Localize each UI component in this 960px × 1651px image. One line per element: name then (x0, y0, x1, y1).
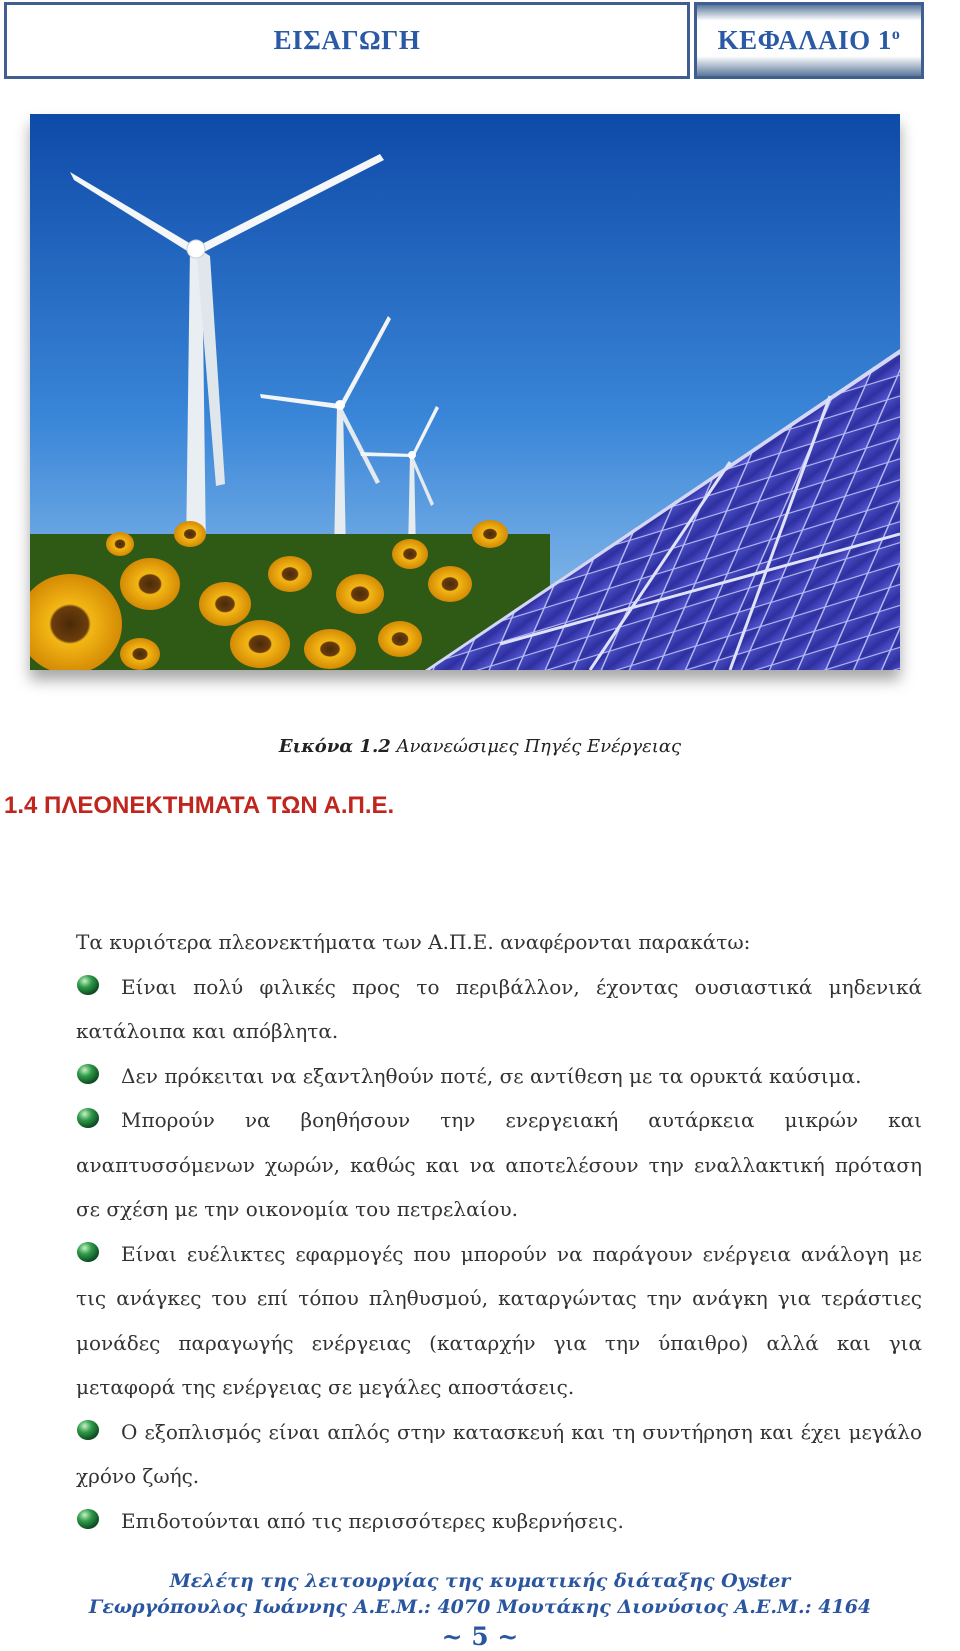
footer-authors: Γεωργόπουλος Ιωάννης Α.Ε.Μ.: 4070 Μουτάκης Διονύσιος Α.Ε.Μ.: 4164 (88, 1596, 872, 1618)
renewable-energy-photo (30, 114, 900, 670)
list-item (76, 1410, 922, 1499)
header-section-box (4, 2, 690, 79)
list-item (76, 1499, 922, 1544)
figure-caption (0, 736, 960, 757)
header-section-title: ΕΙΣΑΓΩΓΗ (273, 25, 421, 55)
list-item-text: Επιδοτούνται από τις περισσότερες κυβερνήσεις. (121, 1508, 624, 1533)
list-item-text: Μπορούν να βοηθήσουν την ενεργειακή αυτάρκεια μικρών και αναπτυσσόμενων χωρών, καθώς και να αποτελέσουν την εναλλακτική πρόταση σε σχέση με την οικονομία του πετρελαίου. (76, 1108, 922, 1221)
renewable-energy-illustration (30, 114, 900, 670)
section-body (76, 920, 922, 1543)
advantages-list (76, 965, 922, 1544)
figure-caption-text: Ανανεώσιμες Πηγές Ενέργειας (390, 736, 682, 757)
green-sphere-bullet-icon (76, 1508, 100, 1530)
list-item (76, 1232, 922, 1410)
header-chapter-title (718, 25, 901, 56)
green-sphere-bullet-icon (76, 1241, 100, 1263)
header-chapter-box (694, 2, 924, 79)
page-footer (0, 1568, 960, 1620)
footer-thesis-title: Μελέτη της λειτουργίας της κυματικής διάταξης Oyster (169, 1570, 791, 1592)
green-sphere-bullet-icon (76, 1419, 100, 1441)
page-number: ~ 5 ~ (441, 1622, 519, 1651)
list-item-text: Είναι πολύ φιλικές προς το περιβάλλον, έχοντας ουσιαστικά μηδενικά κατάλοιπα και απόβλητα. (76, 974, 922, 1043)
section-intro: Τα κυριότερα πλεονεκτήματα των Α.Π.Ε. αναφέρονται παρακάτω: (76, 930, 751, 954)
list-item (76, 965, 922, 1054)
chapter-ordinal: ο (891, 26, 901, 43)
list-item (76, 1054, 922, 1099)
figure-caption-label: Εικόνα 1.2 (278, 736, 391, 757)
section-heading: 1.4 ΠΛΕΟΝΕΚΤΗΜΑΤΑ ΤΩΝ Α.Π.Ε. (4, 792, 395, 819)
green-sphere-bullet-icon (76, 974, 100, 996)
list-item-text: Δεν πρόκειται να εξαντληθούν ποτέ, σε αντίθεση με τα ορυκτά καύσιμα. (121, 1063, 862, 1088)
list-item (76, 1098, 922, 1232)
list-item-text: Ο εξοπλισμός είναι απλός στην κατασκευή και τη συντήρηση και έχει μεγάλο χρόνο ζωής. (76, 1419, 922, 1488)
chapter-label: ΚΕΦΑΛΑΙΟ 1 (717, 25, 892, 55)
list-item-text: Είναι ευέλικτες εφαρμογές που μπορούν να παράγουν ενέργεια ανάλογη με τις ανάγκες του επί τόπου πληθυσμού, καταργώντας την ανάγκη για τεράστιες μονάδες παραγωγής ενέργειας (καταρχήν για την ύπαιθρο) αλλά και για μεταφορά της ενέργειας σε μεγάλες αποστάσεις. (76, 1241, 922, 1399)
page-header (4, 2, 924, 79)
green-sphere-bullet-icon (76, 1107, 100, 1129)
green-sphere-bullet-icon (76, 1063, 100, 1085)
